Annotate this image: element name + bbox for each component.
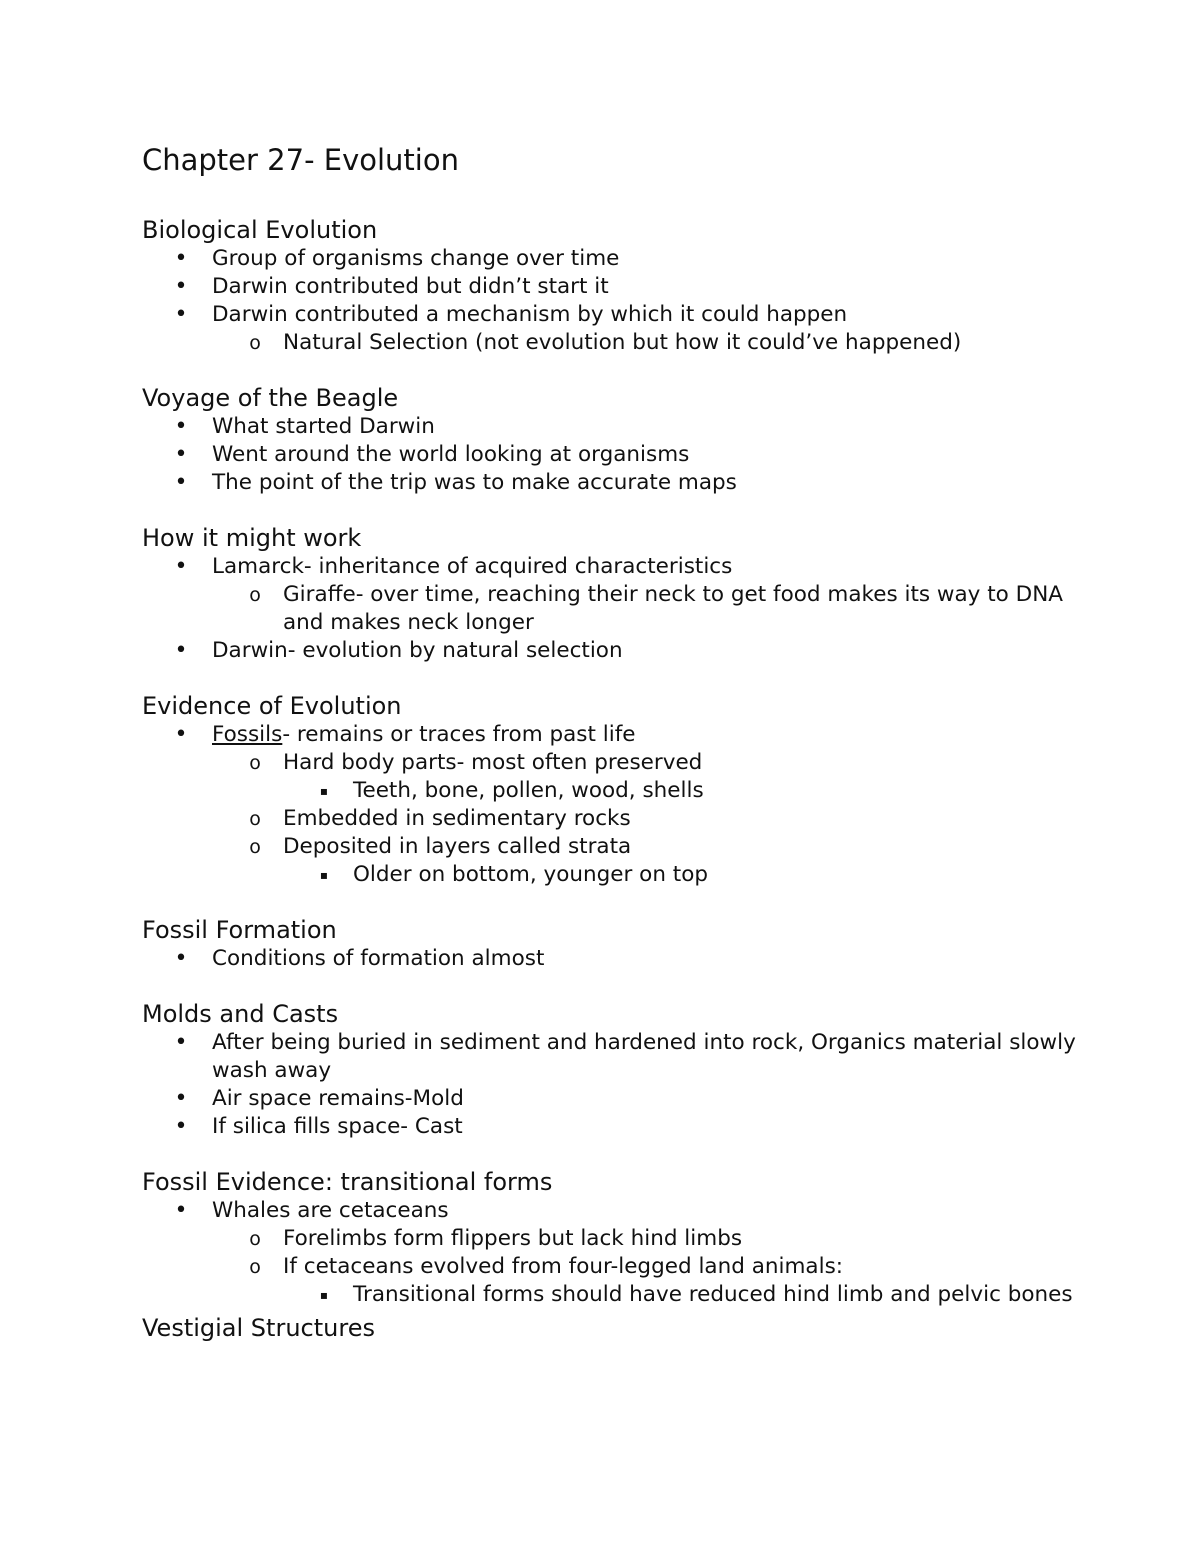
document-page: [142, 138, 1102, 1369]
list-item: [142, 1197, 1102, 1225]
sub-list-item: [142, 1253, 1102, 1281]
sub-list-item: [142, 581, 1102, 637]
section-heading: How it might work: [142, 524, 362, 552]
list-item: [142, 637, 1102, 665]
list-item: [142, 1113, 1102, 1141]
list-item-text: Darwin contributed a mechanism by which it could happen: [212, 302, 848, 327]
section-how-it-might-work: [142, 523, 1102, 665]
sub-list-item: [142, 749, 1102, 777]
circle-bullet-icon: o: [249, 1228, 261, 1250]
section-heading: Biological Evolution: [142, 216, 378, 244]
sub-list-item: [142, 833, 1102, 861]
list-item-text: Whales are cetaceans: [212, 1198, 449, 1223]
bullet-icon: •: [174, 470, 188, 495]
list-item: [142, 245, 1102, 273]
section-fossil-evidence-transitional-forms: [142, 1167, 1102, 1309]
list-item: [142, 413, 1102, 441]
underlined-term: Fossils: [212, 722, 283, 747]
sub-list-item: [142, 1225, 1102, 1253]
bullet-icon: •: [174, 1114, 188, 1139]
list-item: [142, 1029, 1102, 1085]
section-heading: Fossil Evidence: transitional forms: [142, 1168, 553, 1196]
sub-sub-list-item: [142, 1281, 1102, 1309]
sub-list-item: [142, 329, 1102, 357]
list-item-text: Darwin contributed but didn’t start it: [212, 274, 609, 299]
list-item-text: If cetaceans evolved from four-legged land animals:: [283, 1254, 844, 1279]
list-item-text: Teeth, bone, pollen, wood, shells: [353, 778, 704, 803]
list-item-text: What started Darwin: [212, 414, 435, 439]
list-item-text: Conditions of formation almost: [212, 946, 545, 971]
list-item: [142, 441, 1102, 469]
bullet-icon: •: [174, 1030, 188, 1055]
list-item-text: Group of organisms change over time: [212, 246, 620, 271]
list-item-text: Went around the world looking at organisms: [212, 442, 690, 467]
list-item: [142, 945, 1102, 973]
list-item-text: Forelimbs form flippers but lack hind limbs: [283, 1226, 743, 1251]
list-item-text: Air space remains-Mold: [212, 1086, 464, 1111]
document-title: Chapter 27- Evolution: [142, 143, 459, 177]
list-item-text: Darwin- evolution by natural selection: [212, 638, 623, 663]
bullet-icon: •: [174, 442, 188, 467]
circle-bullet-icon: o: [249, 752, 261, 774]
list-item-text: Deposited in layers called strata: [283, 834, 632, 859]
section-heading: Evidence of Evolution: [142, 692, 402, 720]
bullet-icon: •: [174, 1198, 188, 1223]
section-biological-evolution: [142, 215, 1102, 357]
list-item-text: After being buried in sediment and hardened into rock, Organics material slowly wash away: [212, 1030, 1076, 1083]
sub-sub-list-item: [142, 861, 1102, 889]
bullet-icon: •: [174, 302, 188, 327]
circle-bullet-icon: o: [249, 584, 261, 606]
list-item: [142, 553, 1102, 581]
section-fossil-formation: [142, 915, 1102, 973]
list-item-text: Transitional forms should have reduced hind limb and pelvic bones: [353, 1282, 1073, 1307]
list-item-text: - remains or traces from past life: [282, 722, 636, 747]
circle-bullet-icon: o: [249, 808, 261, 830]
list-item: [142, 721, 1102, 749]
bullet-icon: •: [174, 554, 188, 579]
list-item: [142, 273, 1102, 301]
list-item-text: Giraffe- over time, reaching their neck to get food makes its way to DNA and makes neck longer: [283, 582, 1063, 635]
list-item-text: Natural Selection (not evolution but how it could’ve happened): [283, 330, 962, 355]
bullet-icon: •: [174, 1086, 188, 1111]
sub-sub-list-item: [142, 777, 1102, 805]
square-bullet-icon: ▪: [319, 784, 329, 798]
section-evidence-of-evolution: [142, 691, 1102, 889]
sub-list-item: [142, 805, 1102, 833]
bullet-icon: •: [174, 246, 188, 271]
list-item: [142, 1085, 1102, 1113]
section-heading: Fossil Formation: [142, 916, 337, 944]
section-voyage-of-the-beagle: [142, 383, 1102, 497]
bullet-icon: •: [174, 946, 188, 971]
bullet-icon: •: [174, 274, 188, 299]
list-item-text: Lamarck- inheritance of acquired characteristics: [212, 554, 733, 579]
list-item-text: Hard body parts- most often preserved: [283, 750, 703, 775]
square-bullet-icon: ▪: [319, 1288, 329, 1302]
bullet-icon: •: [174, 414, 188, 439]
list-item-text: Older on bottom, younger on top: [353, 862, 709, 887]
section-heading: Vestigial Structures: [142, 1314, 375, 1342]
section-heading: Molds and Casts: [142, 1000, 339, 1028]
square-bullet-icon: ▪: [319, 868, 329, 882]
section-molds-and-casts: [142, 999, 1102, 1141]
list-item-text: Embedded in sedimentary rocks: [283, 806, 631, 831]
section-heading: Voyage of the Beagle: [142, 384, 399, 412]
circle-bullet-icon: o: [249, 332, 261, 354]
list-item: [142, 301, 1102, 329]
circle-bullet-icon: o: [249, 836, 261, 858]
bullet-icon: •: [174, 722, 188, 747]
list-item-text: If silica fills space- Cast: [212, 1114, 463, 1139]
list-item-text: The point of the trip was to make accurate maps: [212, 470, 737, 495]
circle-bullet-icon: o: [249, 1256, 261, 1278]
section-vestigial-structures: [142, 1313, 1102, 1343]
list-item: [142, 469, 1102, 497]
bullet-icon: •: [174, 638, 188, 663]
